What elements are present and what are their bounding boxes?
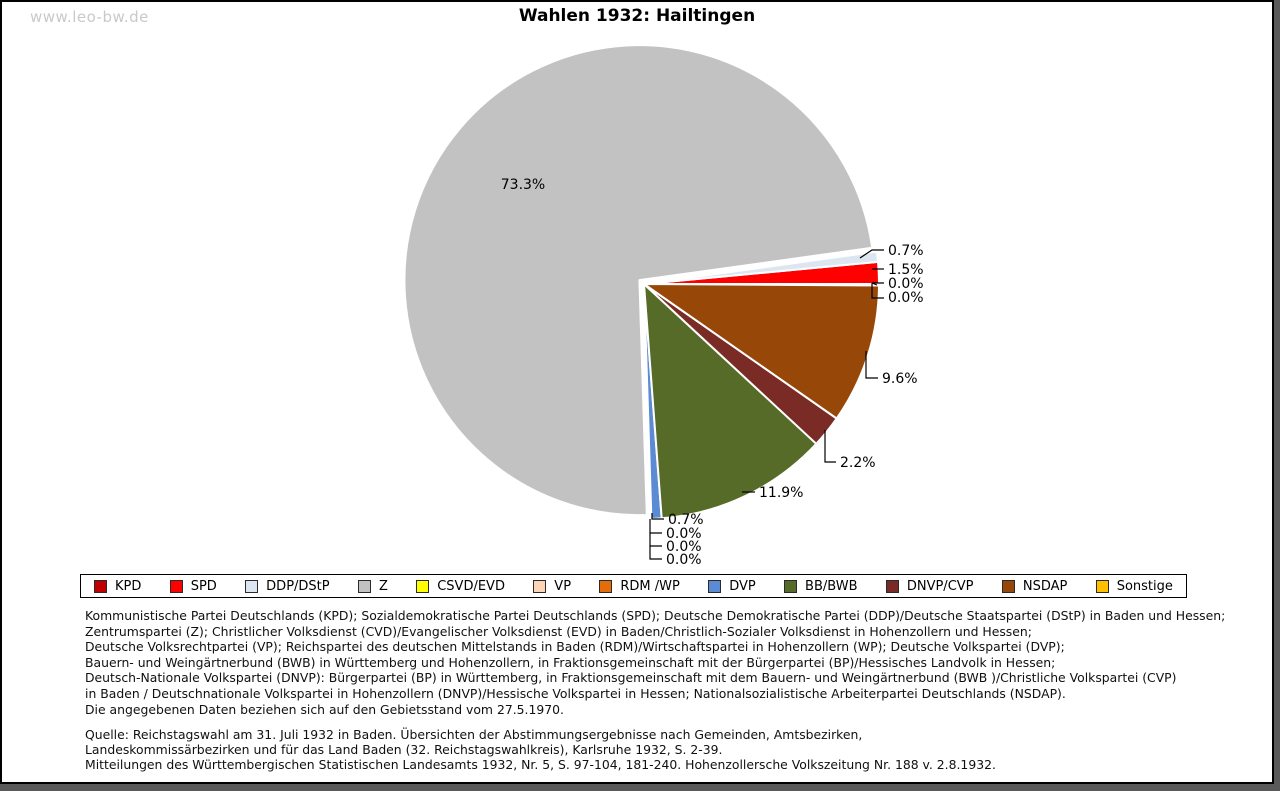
pie-percentage-label: 0.0% bbox=[888, 276, 924, 292]
legend-item-rdm-wp bbox=[599, 579, 679, 594]
legend-swatch-icon bbox=[784, 580, 797, 593]
pie-percentage-label: 0.0% bbox=[666, 526, 702, 542]
pie-percentage-label: 9.6% bbox=[882, 371, 918, 387]
quelle-line: Quelle: Reichstagswahl am 31. Juli 1932 in Baden. Übersichten der Abstimmungsergebnisse nach Gemeinden, Amtsbezirken, bbox=[85, 727, 863, 742]
notes-line: Kommunistische Partei Deutschlands (KPD); Sozialdemokratische Partei Deutschlands (SPD); Deutsche Demokratische Partei (DDP)/Deutsche Staatspartei (DStP) in Baden und Hessen; bbox=[85, 608, 1226, 623]
quelle-line: Mitteilungen des Württembergischen Statistischen Landesamts 1932, Nr. 5, S. 97-104, 181-240. Hohenzollersche Volkszeitung Nr. 188 v. 2.8.1932. bbox=[85, 757, 996, 773]
leo-bw-watermark: www.leo-bw.de bbox=[30, 8, 149, 26]
pie-percentage-label: 11.9% bbox=[759, 485, 804, 501]
legend-swatch-icon bbox=[245, 580, 258, 593]
legend-item-spd bbox=[170, 579, 217, 594]
legend-item-bb-bwb bbox=[784, 579, 857, 594]
pie-percentage-label: 2.2% bbox=[840, 455, 876, 471]
legend-swatch-icon bbox=[416, 580, 429, 593]
legend-swatch-icon bbox=[533, 580, 546, 593]
notes-line: Zentrumspartei (Z); Christlicher Volksdienst (CVD)/Evangelischer Volksdienst (EVD) in Baden/Christlich-Sozialer Volksdienst in Hohenzollern und Hessen; bbox=[85, 623, 1032, 639]
legend-label: DDP/DStP bbox=[266, 578, 330, 594]
quelle-line: Landeskommissärbezirken und für das Land Baden (32. Reichstagswahlkreis), Karlsruhe 1932, S. 2-39. bbox=[85, 742, 723, 758]
legend-item-z bbox=[358, 579, 388, 594]
legend-label: SPD bbox=[190, 578, 217, 594]
callout-leader-line bbox=[650, 533, 662, 546]
callout-leader-line bbox=[650, 519, 662, 533]
legend-item-kpd bbox=[94, 579, 141, 594]
legend-label: CSVD/EVD bbox=[437, 578, 505, 594]
pie-percentage-label: 0.0% bbox=[888, 290, 924, 306]
legend-swatch-icon bbox=[94, 580, 107, 593]
legend-item-dvp bbox=[708, 579, 756, 594]
pie-percentage-label: 0.0% bbox=[666, 539, 702, 555]
legend-item-dnvp-cvp bbox=[886, 579, 974, 594]
legend bbox=[80, 574, 1187, 598]
callout-leader-line bbox=[825, 430, 836, 462]
pie-percentage-label: 73.3% bbox=[500, 177, 546, 193]
pie-percentage-label: 0.7% bbox=[668, 512, 704, 528]
party-abbreviation-notes bbox=[85, 608, 1225, 702]
legend-label: BB/BWB bbox=[805, 578, 858, 594]
source-note bbox=[85, 727, 996, 773]
legend-swatch-icon bbox=[1002, 580, 1015, 593]
legend-item-csvd-evd bbox=[416, 579, 505, 594]
legend-item-vp bbox=[533, 579, 571, 594]
pie-percentage-label: 0.0% bbox=[666, 552, 702, 568]
legend-swatch-icon bbox=[599, 580, 612, 593]
gebietsstand-note: Die angegebenen Daten beziehen sich auf den Gebietsstand vom 27.5.1970. bbox=[85, 702, 564, 717]
pie-percentage-label: 0.7% bbox=[888, 243, 924, 259]
legend-label: NSDAP bbox=[1022, 578, 1068, 594]
legend-item-ddp-dstp bbox=[245, 579, 329, 594]
legend-item-nsdap bbox=[1002, 579, 1068, 594]
legend-label: Sonstige bbox=[1116, 578, 1173, 594]
notes-line: Deutsche Volksrechtpartei (VP); Reichspartei des deutschen Mittelstands in Baden (RDM)/Wirtschaftspartei in Hohenzollern (WP); Deutsche Volkspartei (DVP); bbox=[85, 639, 1065, 655]
legend-swatch-icon bbox=[358, 580, 371, 593]
pie-chart bbox=[2, 2, 1274, 572]
legend-label: KPD bbox=[115, 578, 142, 594]
callout-leader-line bbox=[650, 546, 662, 559]
legend-label: Z bbox=[378, 578, 388, 594]
notes-line: Deutsch-Nationale Volkspartei (DNVP): Bürgerpartei (BP) in Württemberg, in Fraktionsgemeinschaft mit dem Bauern- und Weingärtnerbund (BWB )/Christliche Volkspartei (CVP) bbox=[85, 670, 1177, 686]
legend-label: DVP bbox=[729, 578, 756, 594]
pie-percentage-label: 1.5% bbox=[888, 262, 924, 278]
legend-label: RDM /WP bbox=[620, 578, 680, 594]
legend-swatch-icon bbox=[1096, 580, 1109, 593]
legend-swatch-icon bbox=[886, 580, 899, 593]
legend-label: DNVP/CVP bbox=[906, 578, 974, 594]
notes-line: Bauern- und Weingärtnerbund (BWB) in Württemberg und Hohenzollern, in Fraktionsgemeinschaft mit der Bürgerpartei (BP)/Hessisches Landvolk in Hessen; bbox=[85, 654, 1056, 670]
legend-swatch-icon bbox=[708, 580, 721, 593]
legend-item-sonstige bbox=[1096, 579, 1173, 594]
notes-line: in Baden / Deutschnationale Volkspartei in Hohenzollern (DNVP)/Hessische Volkspartei in Hessen; Nationalsozialistische Arbeiterpartei Deutschlands (NSDAP). bbox=[85, 685, 1066, 701]
page-title: Wahlen 1932: Hailtingen bbox=[518, 6, 756, 26]
legend-label: VP bbox=[554, 578, 572, 594]
legend-swatch-icon bbox=[170, 580, 183, 593]
